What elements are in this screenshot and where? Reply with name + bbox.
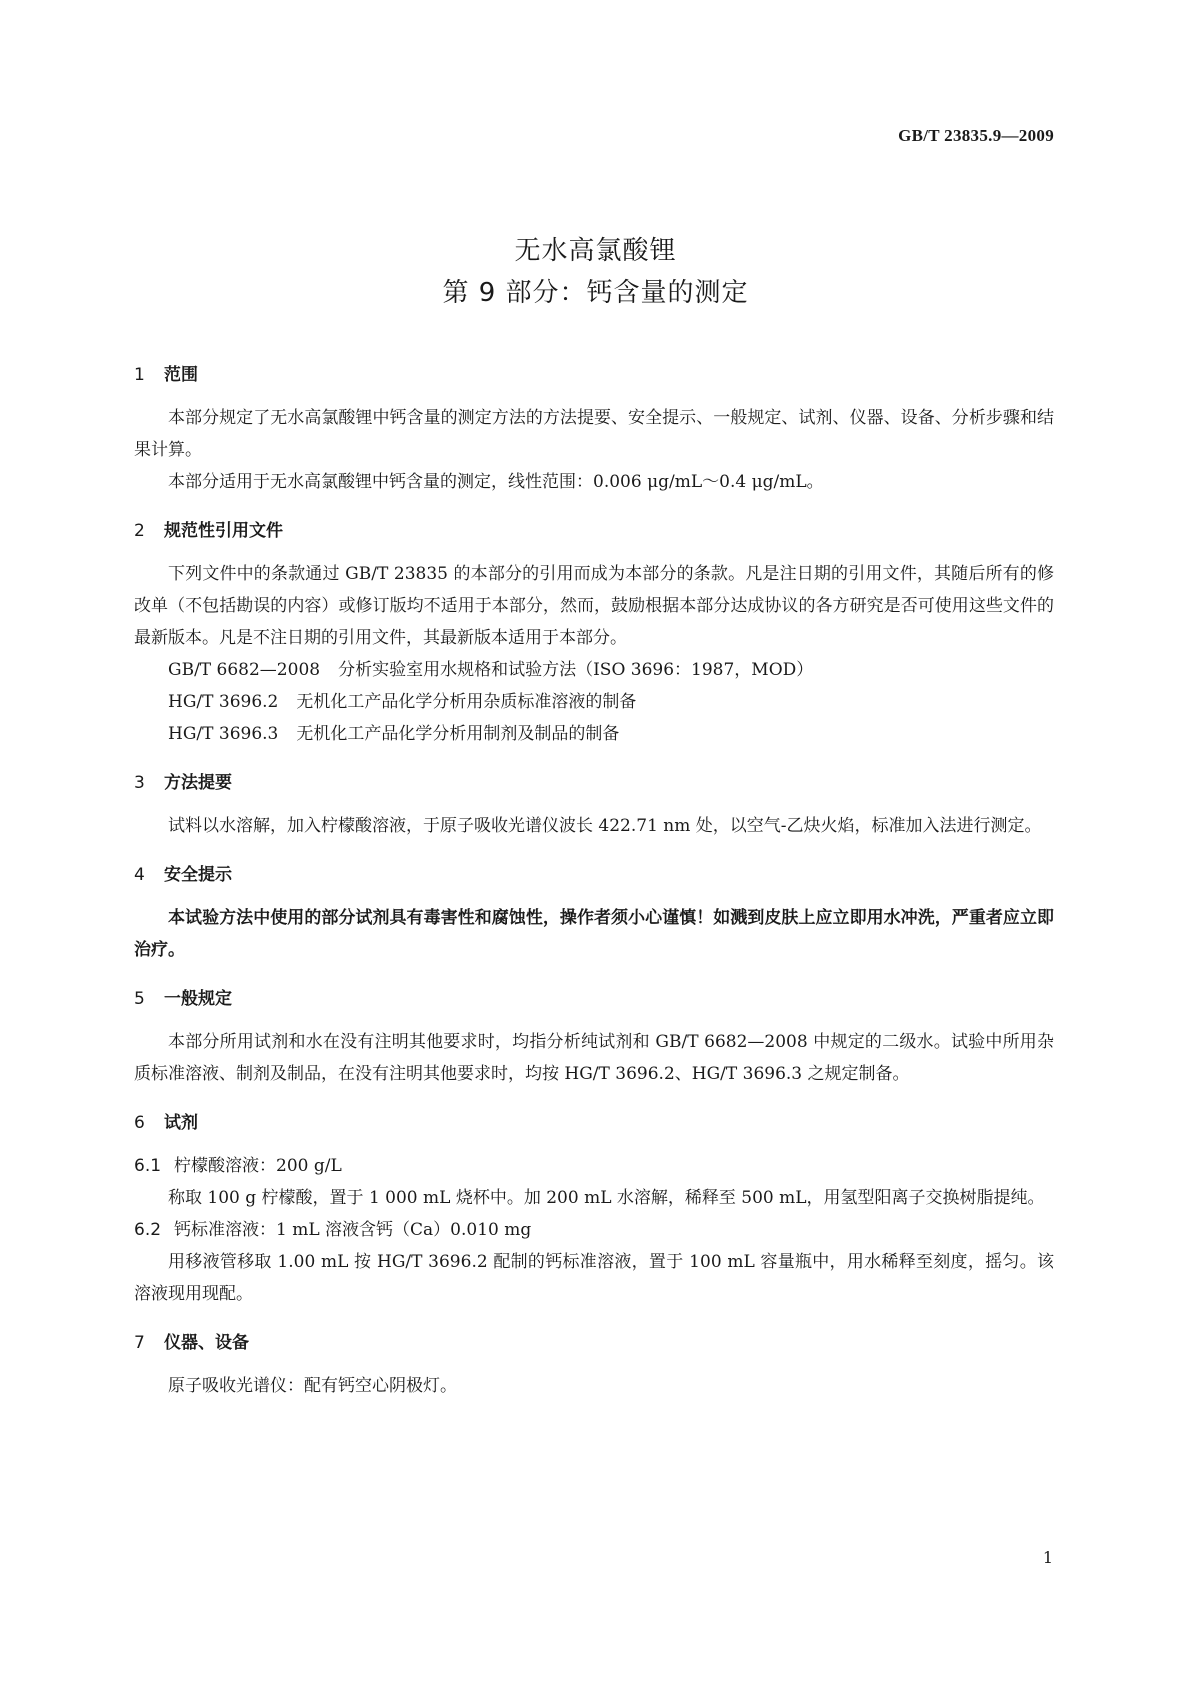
section-heading-general-provisions: [134, 986, 1054, 1012]
section-title: 仪器、设备: [164, 1333, 249, 1353]
section-heading-scope: [134, 362, 1054, 388]
section-title: 试剂: [164, 1113, 198, 1133]
section-number: 3: [134, 773, 145, 793]
method-summary-paragraph: 试料以水溶解，加入柠檬酸溶液，于原子吸收光谱仪波长 422.71 nm 处，以空气-乙炔火焰，标准加入法进行测定。: [168, 816, 1042, 836]
reference-title: 无机化工产品化学分析用杂质标准溶液的制备: [296, 692, 637, 712]
references-paragraph: 下列文件中的条款通过 GB/T 23835 的本部分的引用而成为本部分的条款。凡是注日期的引用文件，其随后所有的修改单（不包括勘误的内容）或修订版均不适用于本部分，然而，鼓励根据本部分达成协议的各方研究是否可使用这些文件的最新版本。凡是不注日期的引用文件，其最新版本适用于本部分。: [134, 564, 1054, 648]
section-number: 6: [134, 1113, 145, 1133]
reference-item: [134, 718, 1054, 750]
section-heading-normative-references: [134, 518, 1054, 544]
section-title: 范围: [164, 365, 198, 385]
reagent-item-title: 柠檬酸溶液：200 g/L: [174, 1156, 342, 1176]
reagent-item-heading: [134, 1214, 1054, 1246]
reference-title: 无机化工产品化学分析用制剂及制品的制备: [296, 724, 620, 744]
section-heading-apparatus: [134, 1330, 1054, 1356]
reference-item: [134, 686, 1054, 718]
reagent-item-number: 6.1: [134, 1156, 162, 1176]
page-number: 1: [1042, 1548, 1053, 1567]
standard-number: GB/T 23835.9—2009: [898, 126, 1054, 145]
scope-paragraph-1: 本部分规定了无水高氯酸锂中钙含量的测定方法的方法提要、安全提示、一般规定、试剂、仪器、设备、分析步骤和结果计算。: [134, 408, 1054, 460]
section-number: 2: [134, 521, 145, 541]
section-number: 5: [134, 989, 145, 1009]
reagent-item-heading: [134, 1150, 1054, 1182]
safety-warning-paragraph: 本试验方法中使用的部分试剂具有毒害性和腐蚀性，操作者须小心谨慎！如溅到皮肤上应立即用水冲洗，严重者应立即治疗。: [134, 908, 1054, 960]
reagent-item-title: 钙标准溶液：1 mL 溶液含钙（Ca）0.010 mg: [174, 1220, 532, 1240]
apparatus-paragraph: 原子吸收光谱仪：配有钙空心阴极灯。: [168, 1376, 457, 1396]
reference-item: [134, 654, 1054, 686]
document-subtitle: 第 9 部分：钙含量的测定: [442, 278, 749, 308]
section-number: 1: [134, 365, 145, 385]
section-title: 规范性引用文件: [164, 521, 283, 541]
section-number: 7: [134, 1333, 145, 1353]
reagent-item-body: 称取 100 g 柠檬酸，置于 1 000 mL 烧杯中。加 200 mL 水溶解，稀释至 500 mL，用氢型阳离子交换树脂提纯。: [168, 1188, 1045, 1208]
reference-title: 分析实验室用水规格和试验方法（ISO 3696：1987，MOD）: [338, 660, 814, 680]
document-title: 无水高氯酸锂: [514, 236, 677, 266]
reagent-item-number: 6.2: [134, 1220, 162, 1240]
document-body: [134, 362, 1054, 1402]
section-heading-method-summary: [134, 770, 1054, 796]
reference-code: GB/T 6682—2008: [168, 660, 321, 680]
general-provisions-paragraph: 本部分所用试剂和水在没有注明其他要求时，均指分析纯试剂和 GB/T 6682—2008 中规定的二级水。试验中所用杂质标准溶液、制剂及制品，在没有注明其他要求时，均按 HG/T 3696.2、HG/T 3696.3 之规定制备。: [134, 1032, 1054, 1084]
reagent-item-body: 用移液管移取 1.00 mL 按 HG/T 3696.2 配制的钙标准溶液，置于 100 mL 容量瓶中，用水稀释至刻度，摇匀。该溶液现用现配。: [134, 1252, 1054, 1304]
scope-paragraph-2: 本部分适用于无水高氯酸锂中钙含量的测定，线性范围：0.006 μg/mL～0.4 μg/mL。: [168, 472, 824, 492]
section-title: 安全提示: [164, 865, 232, 885]
section-heading-safety: [134, 862, 1054, 888]
section-title: 一般规定: [164, 989, 232, 1009]
section-heading-reagents: [134, 1110, 1054, 1136]
section-number: 4: [134, 865, 145, 885]
section-title: 方法提要: [164, 773, 232, 793]
reference-code: HG/T 3696.2: [168, 692, 279, 712]
reference-code: HG/T 3696.3: [168, 724, 279, 744]
